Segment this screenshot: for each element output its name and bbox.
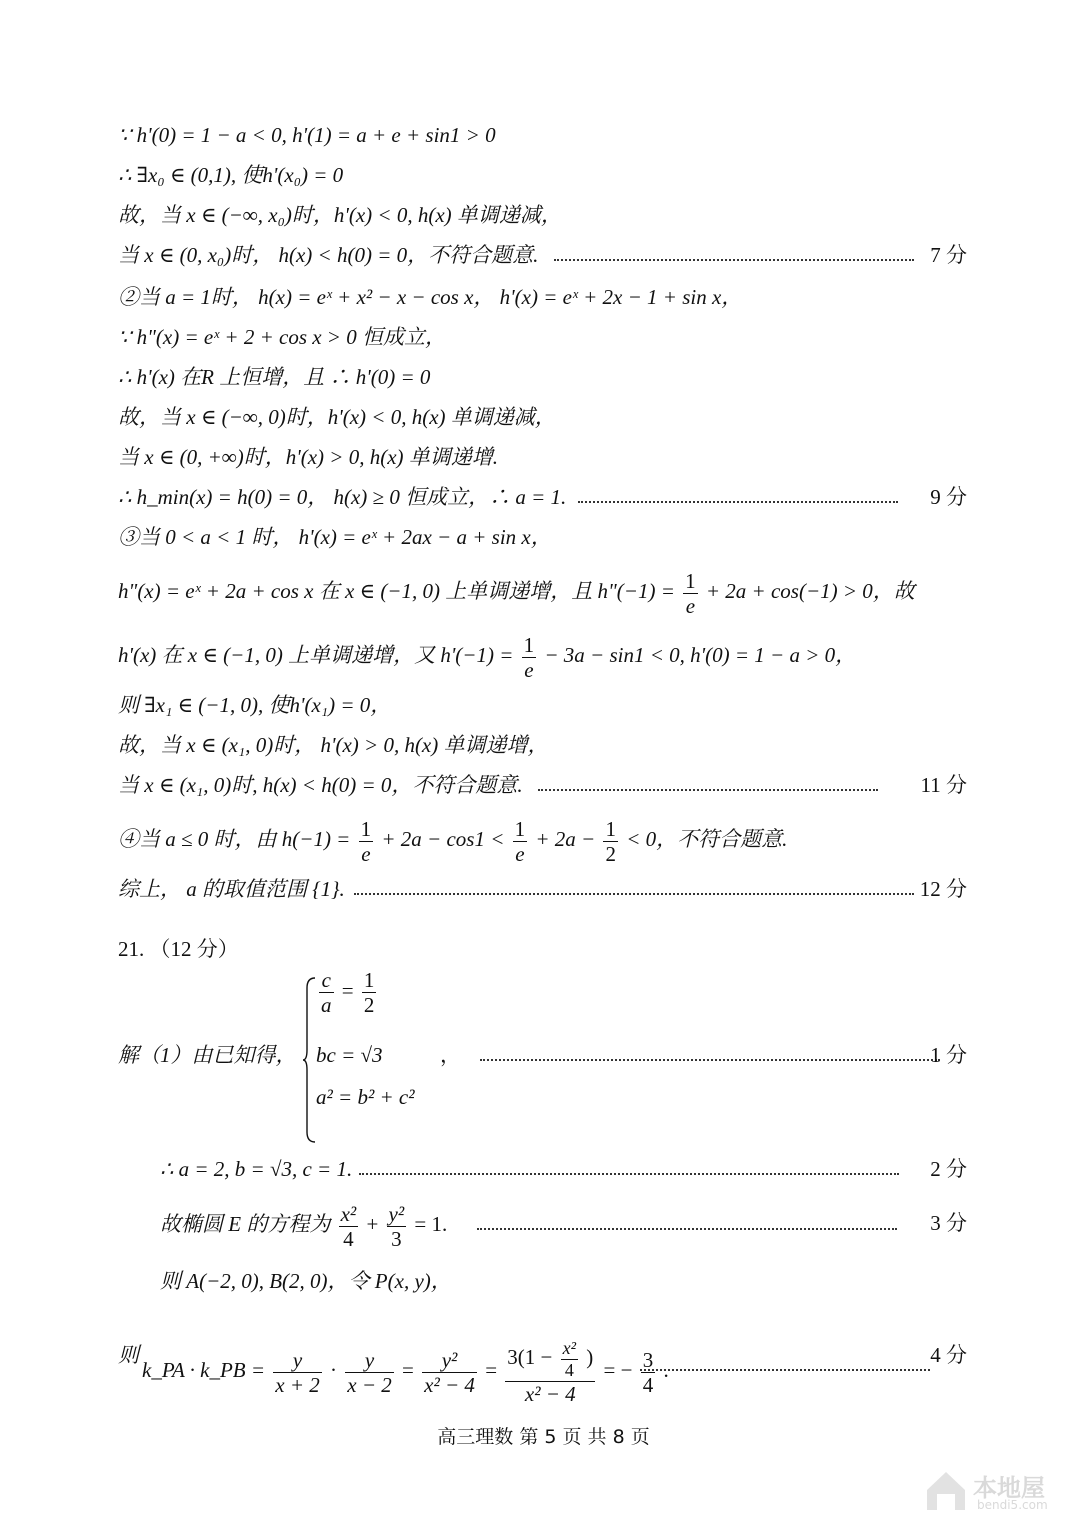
page-footer: 高三理数 第 5 页 共 8 页 (437, 1426, 650, 1448)
points-ab: 则 A(−2, 0), B(2, 0)，令 P(x, y)， (160, 1269, 452, 1293)
line-18 (118, 874, 969, 904)
dot-leader (554, 253, 914, 261)
line-18-text: 综上， a 的取值范围 {1}. (118, 877, 345, 901)
score-q4: 4 分 (930, 1343, 967, 1367)
frac-y-over-xp2 (273, 1348, 322, 1397)
score-q2: 2 分 (930, 1157, 967, 1181)
line-16-text: 当 x ∈ (x₁, 0)时, h(x) < h(0) = 0，不符合题意. (118, 773, 523, 797)
numerator: c (319, 968, 334, 993)
system-eq-1: $\frac{c}{a}$ = $\frac{1}{2}$ (321, 968, 375, 1018)
question-21-heading: 21. （12 分） (118, 937, 239, 961)
watermark-title: 本地屋 (973, 1474, 1045, 1502)
score-11: 11 分 (920, 773, 967, 797)
line-12b: + 2a + cos(−1) > 0，故 (705, 579, 915, 603)
abc-text: ∴ a = 2, b = √3, c = 1. (160, 1157, 353, 1181)
frac-y2-over-3 (387, 1202, 407, 1251)
big-num-pre: 3(1 − (507, 1345, 553, 1370)
numerator: 1 (523, 632, 535, 657)
numerator: x² (562, 1338, 577, 1359)
numerator: 1 (605, 816, 616, 841)
denominator: x + 2 (275, 1372, 320, 1397)
equals: = (603, 1358, 616, 1382)
denominator: 4 (343, 1226, 354, 1251)
ellipse-post: = 1. (414, 1212, 448, 1236)
score-12: 12 分 (919, 877, 967, 901)
denominator: x² − 4 (524, 1381, 576, 1406)
line-16 (118, 770, 969, 800)
line-17a: ④当 a ≤ 0 时，由 h(−1) = (118, 827, 351, 851)
ellipse-pre: 故椭圆 E 的方程为 (160, 1212, 331, 1236)
denominator: 3 (391, 1226, 402, 1251)
denominator: e (524, 657, 534, 682)
system-eq-2: bc = √3 (316, 1043, 383, 1067)
line-12a: h"(x) = eˣ + 2a + cos x 在 x ∈ (−1, 0) 上单调递增，且 h"(−1) = (118, 579, 675, 603)
frac-x2-over-4 (339, 1202, 359, 1251)
dot-leader (354, 887, 914, 895)
dot-leader (477, 1222, 897, 1230)
equals: = (402, 1358, 414, 1382)
frac-y2-over-x2m4 (422, 1348, 477, 1397)
denominator: 4 (642, 1372, 654, 1397)
frac-big (505, 1338, 595, 1406)
line-17 (118, 814, 969, 866)
solution-intro: 解（1）由已知得， (118, 1043, 297, 1067)
denominator: 4 (564, 1360, 574, 1381)
line-2: ∴ ∃x₀ ∈ (0,1), 使h'(x₀) = 0 (118, 163, 344, 187)
frac-1-over-2 (362, 968, 377, 1017)
slope-leader (640, 1356, 930, 1375)
line-6: ∵ h"(x) = eˣ + 2 + cos x > 0 恒成立， (118, 325, 446, 349)
denominator: 2 (363, 993, 375, 1018)
numerator (505, 1338, 595, 1381)
system-tail-text: ， (440, 1043, 461, 1067)
numerator: y (273, 1348, 322, 1373)
frac-x2-over-4 (561, 1338, 578, 1380)
slope-prefix: 则 (118, 1343, 139, 1367)
abc-values (160, 1154, 969, 1184)
denominator: x − 2 (347, 1372, 392, 1397)
line-13b: − 3a − sin1 < 0, h'(0) = 1 − a > 0， (544, 643, 857, 667)
line-10-text: ∴ h_min(x) = h(0) = 0， h(x) ≥ 0 恒成立，∴ a = 1. (118, 485, 567, 509)
dot-leader (480, 1053, 940, 1061)
line-14: 则 ∃x₁ ∈ (−1, 0), 使h'(x₁) = 0， (118, 693, 392, 717)
dot-leader (359, 1167, 899, 1175)
system-eq-3: a² = b² + c² (316, 1085, 415, 1109)
numerator: 1 (363, 968, 375, 992)
line-13a: h'(x) 在 x ∈ (−1, 0) 上单调递增，又 h'(−1) = (118, 643, 514, 667)
line-11: ③当 0 < a < 1 时， h'(x) = eˣ + 2ax − a + sin x， (118, 525, 552, 549)
denominator: e (361, 841, 371, 866)
equals: = (485, 1358, 498, 1382)
score-q3: 3 分 (930, 1211, 967, 1235)
big-num-post: ) (586, 1345, 594, 1370)
line-17d: < 0，不符合题意. (626, 827, 788, 851)
dot-leader (578, 495, 898, 503)
line-17b: + 2a − cos1 < (381, 827, 505, 851)
numerator: 3 (642, 1347, 654, 1372)
watermark-url: bendi5.com (977, 1498, 1048, 1512)
line-7: ∴ h'(x) 在R 上恒增，且 ∴ h'(0) = 0 (118, 365, 431, 389)
numerator: y² (388, 1201, 405, 1226)
system-brace (303, 976, 317, 1144)
system-tail (440, 1040, 940, 1070)
denominator: 2 (605, 841, 616, 866)
line-5: ②当 a = 1时， h(x) = eˣ + x² − x − cos x， h'(x) = eˣ + 2x − 1 + sin x， (118, 285, 743, 309)
frac-1-over-e (513, 817, 528, 866)
dot-leader (538, 783, 878, 791)
frac-c-over-a (319, 968, 334, 1017)
denominator: a (321, 993, 332, 1018)
numerator: 1 (685, 568, 696, 593)
slope-tail: . (663, 1358, 669, 1382)
line-17c: + 2a − (535, 827, 596, 851)
line-15: 故，当 x ∈ (x₁, 0)时， h'(x) > 0, h(x) 单调递增， (118, 733, 549, 757)
line-3: 故，当 x ∈ (−∞, x₀)时，h'(x) < 0, h(x) 单调递减， (118, 203, 562, 227)
frac-1-over-e (683, 569, 698, 618)
ellipse-equation: 故椭圆 E 的方程为 $\frac{\text{x²}}{4}$ + $\frac{\text{y²}}{3}$ = 1. (160, 1196, 969, 1252)
line-12 (118, 566, 969, 618)
frac-1-over-e (522, 633, 537, 682)
denominator: e (685, 593, 696, 618)
slope-lhs: k_PA · k_PB = (142, 1358, 266, 1382)
numerator: x² (340, 1201, 357, 1226)
line-9: 当 x ∈ (0, +∞)时，h'(x) > 0, h(x) 单调递增. (118, 445, 499, 469)
denominator: e (515, 841, 525, 866)
line-4 (118, 240, 969, 270)
numerator: y (345, 1348, 394, 1373)
numerator: 1 (514, 816, 526, 841)
line-4-text: 当 x ∈ (0, x₀)时， h(x) < h(0) = 0，不符合题意. (118, 243, 539, 267)
line-8: 故，当 x ∈ (−∞, 0)时，h'(x) < 0, h(x) 单调递减， (118, 405, 556, 429)
score-7: 7 分 (930, 243, 967, 267)
house-icon (923, 1468, 969, 1514)
line-13 (118, 630, 969, 682)
line-1: ∵ h'(0) = 1 − a < 0, h'(1) = a + e + sin1 > 0 (118, 123, 496, 147)
score-9: 9 分 (930, 485, 967, 509)
watermark-logo (919, 1464, 1069, 1522)
slope-product: k_PA · k_PB = $\frac{y}{x + 2}$ · $\frac{y}{x - 2}$ = $\frac{\text{y²}}{\text{x² − 4}}$ = 3(1 − $\frac{\text{x²}}{4}$ ) x² − 4 = − $\frac{3}{4}$ . (142, 1338, 669, 1406)
denominator: x² − 4 (424, 1372, 475, 1397)
frac-y-over-xm2 (345, 1348, 394, 1397)
score-q1: 1 分 (930, 1043, 967, 1067)
frac-1-over-e (359, 817, 374, 866)
minus-sign: − (620, 1358, 633, 1382)
dot-leader (640, 1363, 930, 1371)
line-10 (118, 482, 969, 512)
frac-1-over-2 (603, 817, 618, 866)
numerator: y² (422, 1348, 477, 1373)
numerator: 1 (360, 816, 372, 841)
